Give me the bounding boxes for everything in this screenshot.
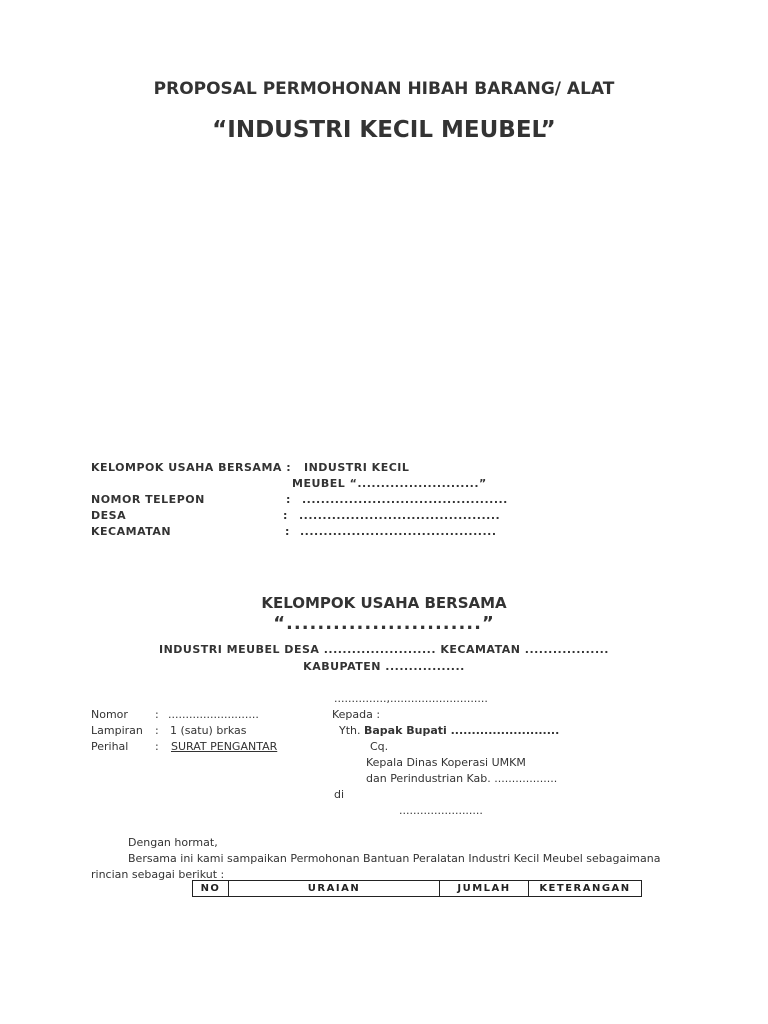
lampiran-label: Lampiran bbox=[91, 724, 143, 737]
perihal-label: Perihal bbox=[91, 740, 129, 753]
village-value: ........................................... bbox=[299, 509, 501, 522]
col-keterangan: KETERANGAN bbox=[529, 881, 642, 897]
recipient-line bbox=[339, 724, 559, 737]
kepada-label: Kepada : bbox=[332, 708, 381, 721]
table-header-row bbox=[193, 881, 642, 897]
proposal-subtitle: “INDUSTRI KECIL MEUBEL” bbox=[212, 117, 556, 143]
org-name: “.........................” bbox=[273, 613, 495, 634]
cq-label: Cq. bbox=[370, 740, 389, 753]
group-label: KELOMPOK USAHA BERSAMA : bbox=[91, 461, 292, 474]
district-colon: : bbox=[285, 525, 290, 538]
di-label: di bbox=[334, 788, 345, 801]
col-uraian: URAIAN bbox=[229, 881, 440, 897]
group-value-line1: INDUSTRI KECIL bbox=[304, 461, 410, 474]
proposal-title: PROPOSAL PERMOHONAN HIBAH BARANG/ ALAT bbox=[153, 79, 615, 99]
district-value: .......................................... bbox=[300, 525, 497, 538]
recipient-name: Bapak Bupati .......................... bbox=[364, 724, 560, 737]
org-heading: KELOMPOK USAHA BERSAMA bbox=[261, 594, 507, 612]
perihal-value: SURAT PENGANTAR bbox=[171, 740, 278, 753]
body-line2: rincian sebagai berikut : bbox=[91, 868, 225, 881]
letterhead-address-2: KABUPATEN ................. bbox=[303, 660, 465, 673]
village-colon: : bbox=[283, 509, 288, 522]
lampiran-value: 1 (satu) brkas bbox=[170, 724, 247, 737]
dinas-line1: Kepala Dinas Koperasi UMKM bbox=[366, 756, 526, 769]
yth-prefix: Yth. bbox=[339, 724, 364, 737]
nomor-label: Nomor bbox=[91, 708, 128, 721]
col-jumlah: JUMLAH bbox=[440, 881, 529, 897]
nomor-value: .......................... bbox=[168, 708, 259, 721]
village-label: DESA bbox=[91, 509, 127, 522]
letterhead-address-1: INDUSTRI MEUBEL DESA ........................ KECAMATAN .................. bbox=[159, 643, 609, 656]
perihal-colon: : bbox=[155, 740, 159, 753]
nomor-colon: : bbox=[155, 708, 159, 721]
phone-value: ............................................ bbox=[302, 493, 508, 506]
col-no: NO bbox=[193, 881, 229, 897]
dinas-line2: dan Perindustrian Kab. .................. bbox=[366, 772, 558, 785]
phone-colon: : bbox=[286, 493, 291, 506]
district-label: KECAMATAN bbox=[91, 525, 172, 538]
date-place: ...............,............................ bbox=[334, 692, 488, 705]
group-value-line2: MEUBEL “..........................” bbox=[292, 477, 487, 490]
salutation: Dengan hormat, bbox=[128, 836, 218, 849]
body-line1: Bersama ini kami sampaikan Permohonan Bantuan Peralatan Industri Kecil Meubel sebagaimana bbox=[128, 852, 661, 865]
lampiran-colon: : bbox=[155, 724, 159, 737]
request-table bbox=[192, 880, 642, 897]
di-place: ........................ bbox=[399, 804, 483, 817]
phone-label: NOMOR TELEPON bbox=[91, 493, 205, 506]
